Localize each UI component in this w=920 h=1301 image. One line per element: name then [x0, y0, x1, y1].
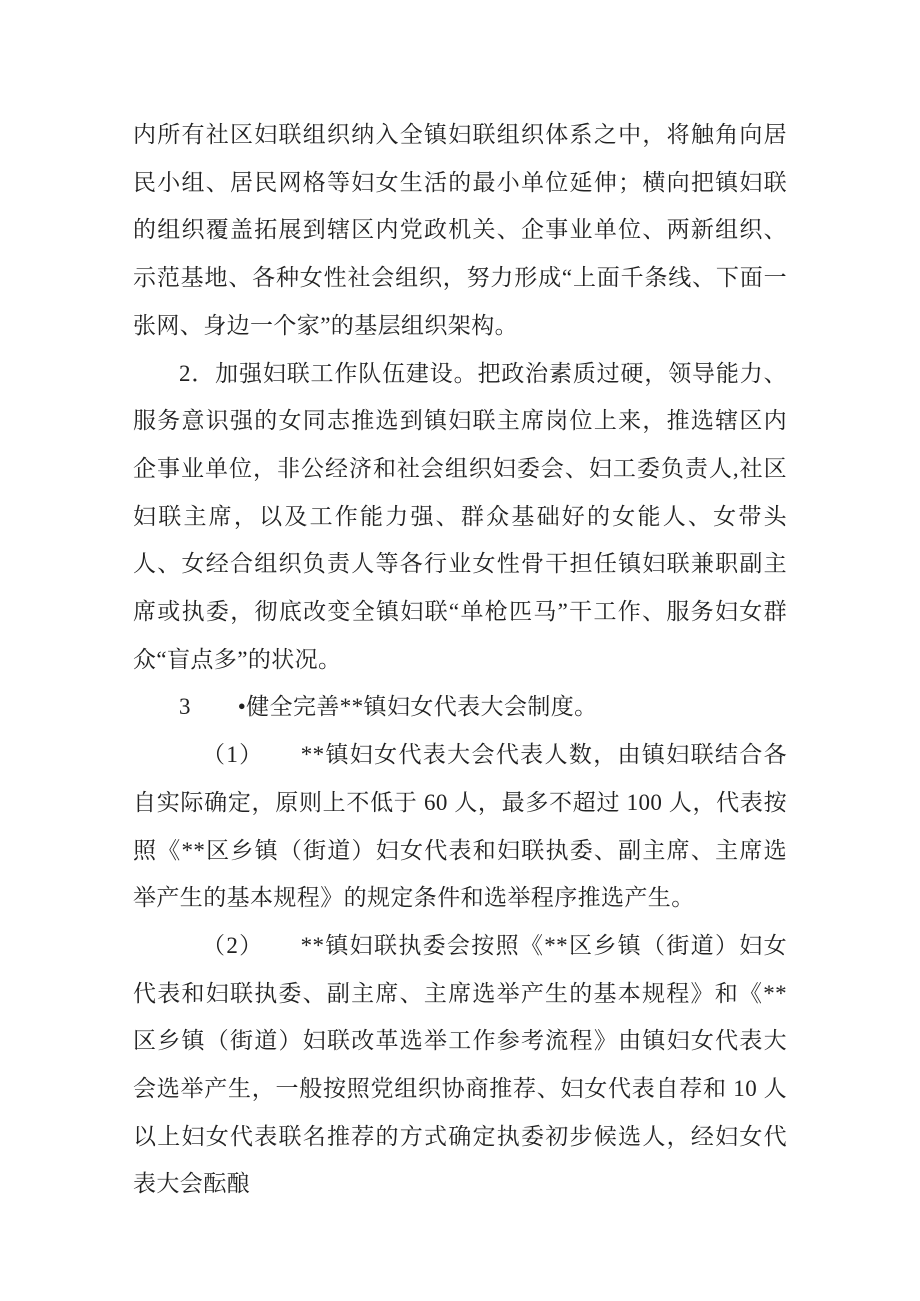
paragraph-sub-item-2: （2） **镇妇联执委会按照《**区乡镇（街道）妇女代表和妇联执委、副主席、主席选举产生的基本规程》和《**区乡镇（街道）妇联改革选举工作参考流程》由镇妇女代表大会选举产生，一般按照党组织协商推荐、妇女代表自荐和 10 人以上妇女代表联名推荐的方式确定执委初步候选人，经妇女代表大会酝酿: [133, 932, 787, 1197]
paragraph-continuation: 内所有社区妇联组织纳入全镇妇联组织体系之中，将触角向居民小组、居民网格等妇女生活的最小单位延伸；横向把镇妇联的组织覆盖拓展到辖区内党政机关、企事业单位、两新组织、示范基地、各种女性社会组织，努力形成“上面千条线、下面一张网、身边一个家”的基层组织架构。: [133, 122, 787, 338]
paragraph-item-3: 3 •健全完善**镇妇女代表大会制度。: [179, 694, 598, 720]
paragraph-item-2: 2．加强妇联工作队伍建设。把政治素质过硬，领导能力、服务意识强的女同志推选到镇妇联主席岗位上来，推选辖区内企事业单位，非公经济和社会组织妇委会、妇工委负责人,社区妇联主席，以及工作能力强、群众基础好的女能人、女带头人、女经合组织负责人等各行业女性骨干担任镇妇联兼职副主席或执委，彻底改变全镇妇联“单枪匹马”干工作、服务妇女群众“盲点多”的状况。: [133, 360, 787, 672]
paragraph-sub-item-1: （1） **镇妇女代表大会代表人数，由镇妇联结合各自实际确定，原则上不低于 60 人，最多不超过 100 人，代表按照《**区乡镇（街道）妇女代表和妇联执委、副主席、主席选举产生的基本规程》的规定条件和选举程序推选产生。: [133, 742, 787, 911]
